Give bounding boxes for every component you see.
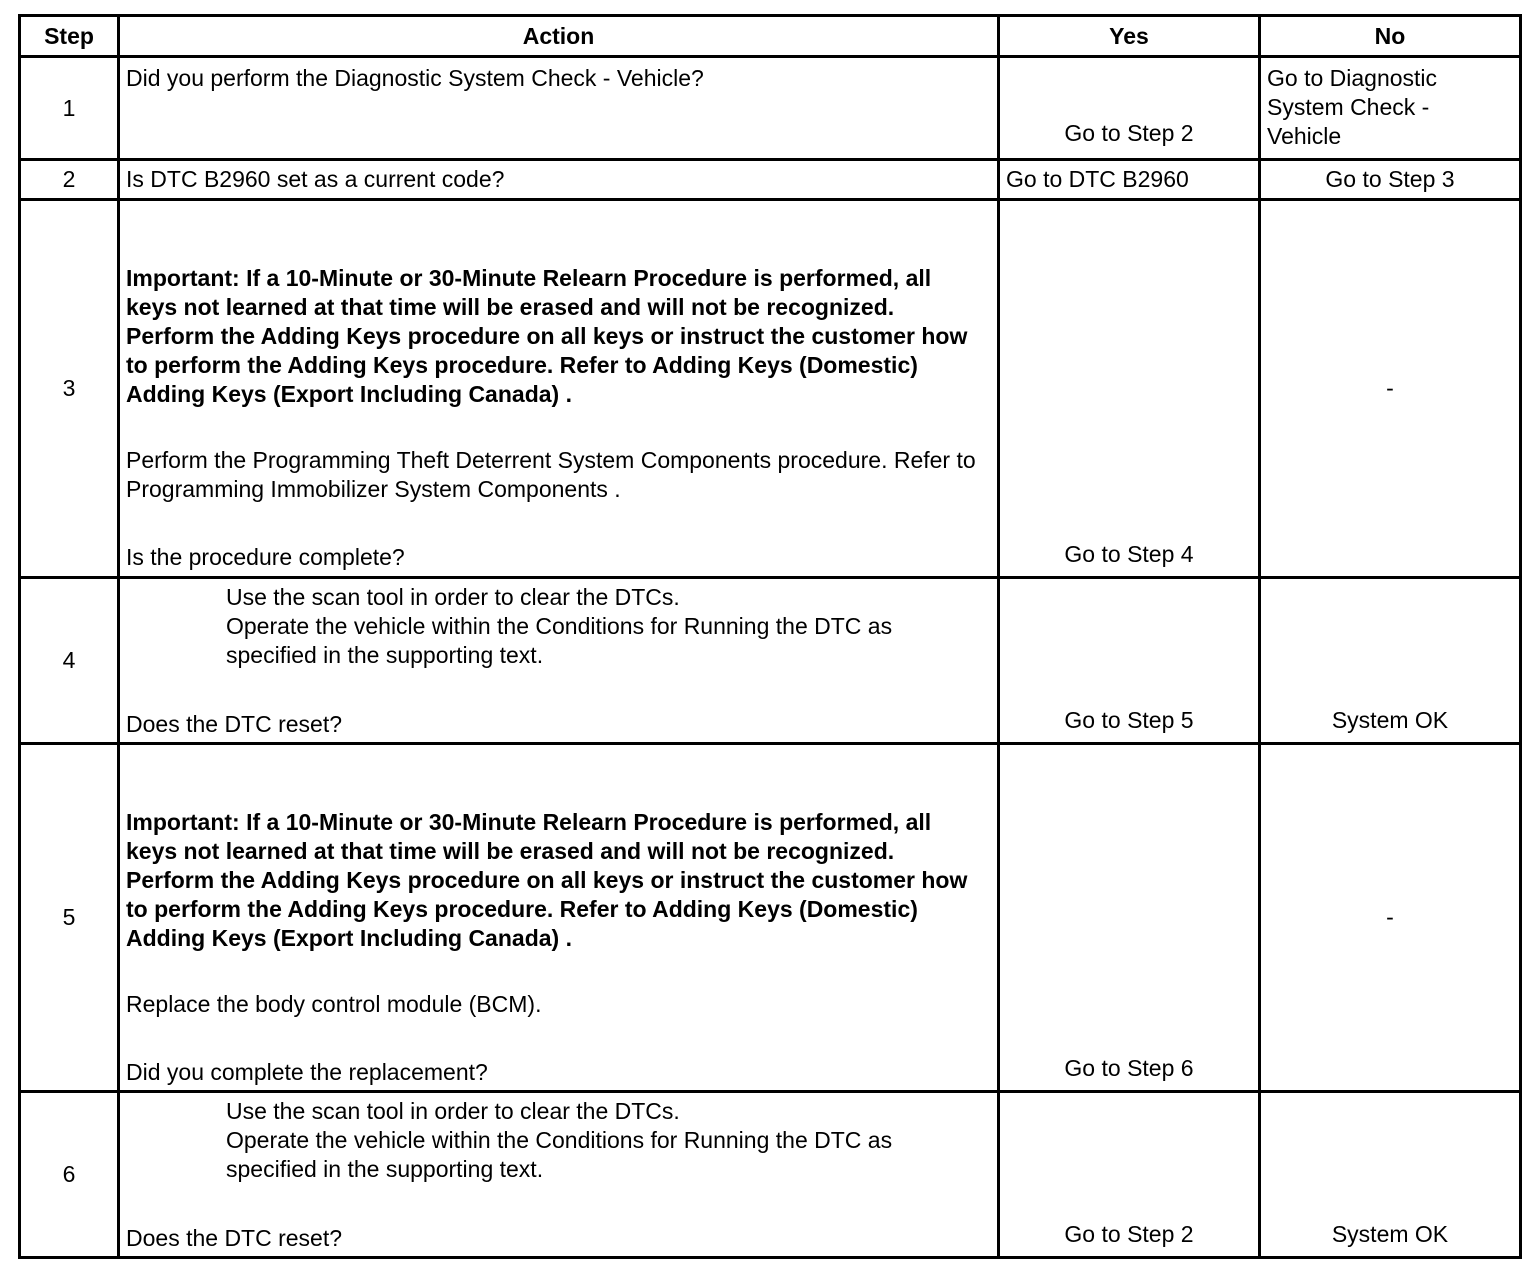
action-cell xyxy=(119,1092,999,1258)
action-cell xyxy=(119,160,999,200)
action-step-1: Use the scan tool in order to clear the DTCs. xyxy=(226,1098,680,1124)
no-cell xyxy=(1260,744,1521,1092)
table-row xyxy=(20,160,1521,200)
yes-link[interactable]: Go to Step 4 xyxy=(1064,541,1194,567)
action-question: Did you complete the replacement? xyxy=(126,1059,488,1085)
action-question: Is the procedure complete? xyxy=(126,544,405,570)
no-cell xyxy=(1260,1092,1521,1258)
action-cell xyxy=(119,57,999,160)
diagnostic-table xyxy=(18,14,1522,1259)
header-row xyxy=(20,16,1521,57)
yes-link[interactable]: Go to Step 2 xyxy=(1064,1221,1194,1247)
yes-link[interactable]: Go to Step 2 xyxy=(1064,120,1194,146)
header-step: Step xyxy=(20,16,119,57)
action-question: Does the DTC reset? xyxy=(126,711,343,737)
no-link[interactable]: Go to Diagnostic System Check - Vehicle xyxy=(1267,65,1438,149)
important-note: Important: If a 10-Minute or 30-Minute Relearn Procedure is performed, all keys not learned at that time will be erased and will not be recognized. Perform the Adding Keys procedure on all keys or instruct the customer how to perform the Adding Keys procedure. Refer to Adding Keys (Domestic) Adding Keys (Export Including Canada) . xyxy=(126,265,968,407)
step-number: 4 xyxy=(20,578,119,744)
action-question: Did you perform the Diagnostic System Check - Vehicle? xyxy=(126,65,704,91)
no-cell xyxy=(1260,160,1521,200)
yes-cell xyxy=(999,57,1260,160)
table-row xyxy=(20,744,1521,1092)
action-question: Is DTC B2960 set as a current code? xyxy=(126,166,505,192)
action-question: Does the DTC reset? xyxy=(126,1225,343,1251)
no-link[interactable]: System OK xyxy=(1331,707,1449,733)
yes-cell xyxy=(999,578,1260,744)
table-row xyxy=(20,578,1521,744)
header-yes: Yes xyxy=(999,16,1260,57)
header-action: Action xyxy=(119,16,999,57)
table-row xyxy=(20,1092,1521,1258)
action-step-1: Use the scan tool in order to clear the DTCs. xyxy=(226,584,680,610)
yes-cell xyxy=(999,1092,1260,1258)
step-number: 6 xyxy=(20,1092,119,1258)
step-number: 1 xyxy=(20,57,119,160)
action-cell xyxy=(119,578,999,744)
no-dash: - xyxy=(1386,375,1394,401)
step-number: 2 xyxy=(20,160,119,200)
action-instruction: Perform the Programming Theft Deterrent System Components procedure. Refer to Programming Immobilizer System Components . xyxy=(126,447,976,502)
no-cell xyxy=(1260,200,1521,578)
header-no: No xyxy=(1260,16,1521,57)
no-link[interactable]: Go to Step 3 xyxy=(1325,166,1455,192)
step-number: 5 xyxy=(20,744,119,1092)
action-cell xyxy=(119,744,999,1092)
action-step-2: Operate the vehicle within the Conditions for Running the DTC as specified in the supporting text. xyxy=(226,1127,893,1182)
yes-cell xyxy=(999,160,1260,200)
action-step-2: Operate the vehicle within the Conditions for Running the DTC as specified in the supporting text. xyxy=(226,613,893,668)
yes-cell xyxy=(999,744,1260,1092)
yes-link[interactable]: Go to Step 5 xyxy=(1064,707,1194,733)
no-link[interactable]: System OK xyxy=(1331,1221,1449,1247)
no-cell xyxy=(1260,57,1521,160)
yes-link[interactable]: Go to DTC B2960 xyxy=(1006,166,1189,192)
no-dash: - xyxy=(1386,904,1394,930)
table-row xyxy=(20,57,1521,160)
no-cell xyxy=(1260,578,1521,744)
action-cell xyxy=(119,200,999,578)
step-number: 3 xyxy=(20,200,119,578)
important-note: Important: If a 10-Minute or 30-Minute Relearn Procedure is performed, all keys not learned at that time will be erased and will not be recognized. Perform the Adding Keys procedure on all keys or instruct the customer how to perform the Adding Keys procedure. Refer to Adding Keys (Domestic) Adding Keys (Export Including Canada) . xyxy=(126,809,968,951)
yes-cell xyxy=(999,200,1260,578)
table-row xyxy=(20,200,1521,578)
action-instruction: Replace the body control module (BCM). xyxy=(126,991,542,1017)
yes-link[interactable]: Go to Step 6 xyxy=(1064,1055,1194,1081)
